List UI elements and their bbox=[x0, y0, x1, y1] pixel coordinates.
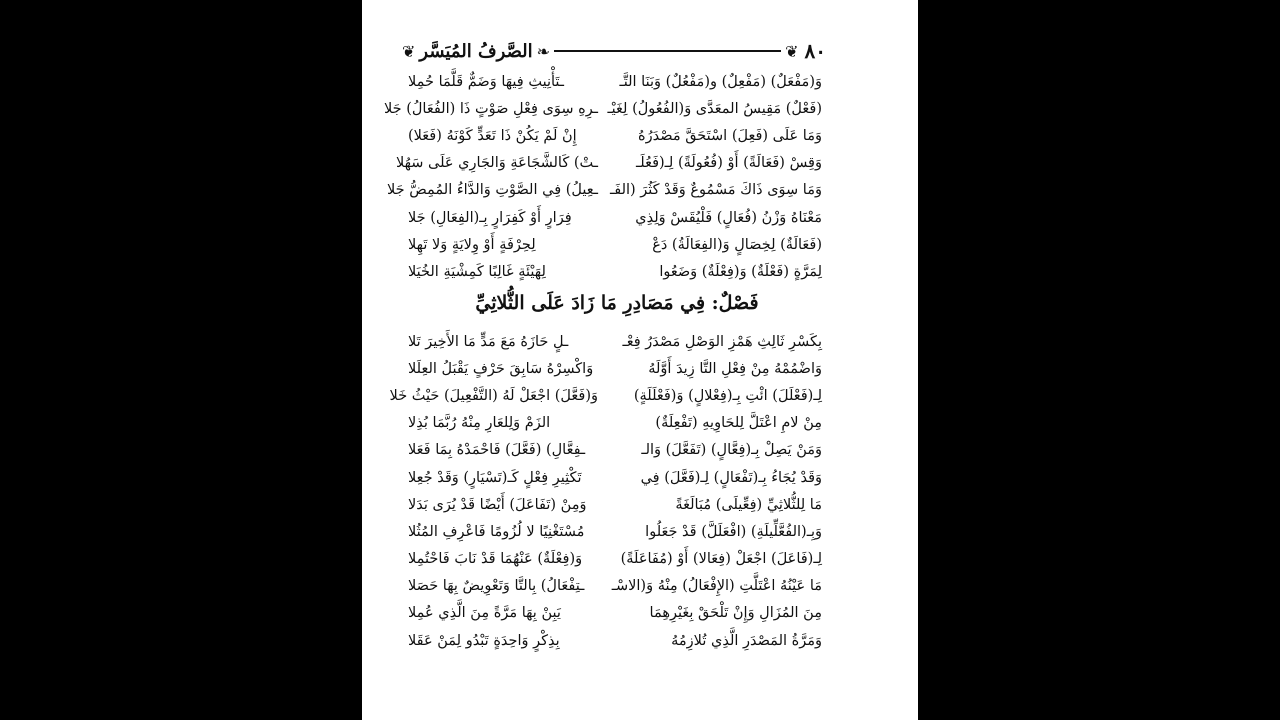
verse-line bbox=[408, 258, 822, 285]
verse-line bbox=[408, 627, 822, 654]
verse-first-hemistich: وَمَا سِوَى ذَاكَ مَسْمُوعٌ وَقَدْ كَثُرَ (الفَـ bbox=[609, 182, 822, 199]
verse-first-hemistich: وَ(مَفْعَلٌ) (مَفْعِلٌ) و(مَفْعُلٌ) وَبَنَا التَّـ bbox=[619, 73, 822, 90]
verse-line bbox=[408, 410, 822, 437]
verse-line bbox=[389, 382, 822, 409]
verse-first-hemistich: وَقِسْ (فَعَالَةً) أَوْ (فُعُولَةً) لِـ(فَعُلَـ bbox=[636, 155, 822, 172]
verse-second-hemistich: إِنْ لَمْ يَكُنْ ذَا تَعَدٍّ كَوْنَهُ (فَعَلا) bbox=[408, 127, 577, 144]
verse-line bbox=[395, 150, 822, 177]
verses-top bbox=[384, 68, 822, 286]
section-title: فَصْلٌ: فِي مَصَادِرِ مَا زَادَ عَلَى الثُّلاثِيِّ bbox=[475, 292, 759, 314]
verse-second-hemistich: فِرَارٍ أَوْ كَفِرَارٍ بِـ(الفِعَالِ) جَلا bbox=[408, 209, 572, 226]
verse-second-hemistich: وَمِنْ (تَفَاعَلَ) أَيْضًا قَدْ يُرَى بَدَلا bbox=[408, 496, 587, 513]
verse-line bbox=[408, 491, 822, 518]
ornament-icon: ❧ bbox=[536, 41, 551, 61]
page-number: ٨٠ bbox=[804, 39, 826, 63]
verse-second-hemistich: لِهَيْئَةٍ غَالِبًا كَمِشْيَةِ الخُيَلا bbox=[408, 263, 546, 280]
verse-line bbox=[408, 518, 822, 545]
verse-second-hemistich: ـتَأْنِيثِ فِيهَا وَضَمٌّ قَلَّمَا حُمِلا bbox=[408, 73, 565, 90]
verse-second-hemistich: وَ(فَعَّلَ) اجْعَلْ لَهُ (التَّفْعِيلَ) حَيْثُ خَلا bbox=[389, 387, 598, 404]
verse-first-hemistich: وَمَنْ يَصِلْ بِـ(فِعَّالٍ) (تَفَعَّلَ) وَالـ bbox=[641, 442, 822, 459]
verse-line bbox=[408, 546, 822, 573]
verse-line bbox=[408, 68, 822, 95]
verse-second-hemistich: ـعِيلُ) فِي الصَّوْتِ وَالدَّاءُ المُمِضُّ جَلا bbox=[387, 182, 598, 199]
verse-first-hemistich: لِمَرَّةٍ (فَعْلَةٌ) وَ(فِعْلَةٌ) وَضَعُوا bbox=[659, 263, 822, 280]
verse-second-hemistich: مُسْتَغْنِيًا لا لُزُومًا فَاعْرِفِ المُثُلا bbox=[408, 523, 585, 540]
verse-line bbox=[408, 464, 822, 491]
verse-second-hemistich: ـتْ) كَالشَّجَاعَةِ وَالجَارِي عَلَى سَهُلا bbox=[395, 155, 598, 172]
ornament-icon: ❦ bbox=[402, 41, 416, 61]
verse-first-hemistich: وَقَدْ يُجَاءُ بِـ(تَفْعَالٍ) لِـ(فَعَّلَ) فِي bbox=[640, 469, 822, 486]
verse-line bbox=[408, 204, 822, 231]
header-rule bbox=[554, 50, 781, 52]
verse-first-hemistich: لِـ(فَعْلَلَ) ائْتِ بِـ(فِعْلالٍ) وَ(فَعْلَلَةٍ) bbox=[633, 387, 822, 404]
verses-bottom bbox=[389, 328, 822, 654]
verse-second-hemistich: ـفِعَّالِ) (فَعَّلَ) فَاحْمَدْهُ بِمَا فَعَلا bbox=[408, 442, 586, 459]
verse-first-hemistich: وَبِـ(الفُعَّلِّيلَةِ) (افْعَلَلَّ) قَدْ جَعَلُوا bbox=[645, 523, 822, 540]
verse-line bbox=[408, 355, 822, 382]
verse-first-hemistich: وَاضْمُمْهُ مِنْ فِعْلِ التَّا زِيدَ أَوَّلَهُ bbox=[648, 360, 822, 377]
verse-first-hemistich: مَا عَيْنُهُ اعْتَلَّتِ (الإِفْعَالُ) مِنْهُ وَ(الاسْـ bbox=[611, 578, 822, 595]
verse-first-hemistich: مِنَ المُزَالِ وَإِنْ تَلْحَقْ بِغَيْرِهِمَا bbox=[649, 605, 822, 622]
verse-first-hemistich: وَمَا عَلَى (فَعِلَ) اسْتَحَقَّ مَصْدَرُهُ bbox=[638, 127, 822, 144]
verse-first-hemistich: بِكَسْرِ ثَالِثِ هَمْزِ الوَصْلِ مَصْدَرُ فِعْـ bbox=[622, 333, 822, 350]
verse-line bbox=[387, 177, 822, 204]
verse-second-hemistich: ـلٍ حَازَهُ مَعَ مَدٍّ مَا الأَخِيرَ تَلا bbox=[408, 333, 569, 350]
verse-second-hemistich: ـرِهِ سِوَى فِعْلِ صَوْتٍ ذَا (الفُعَالُ) جَلا bbox=[384, 100, 598, 117]
verse-line bbox=[384, 95, 822, 122]
verse-line bbox=[408, 600, 822, 627]
verse-line bbox=[408, 122, 822, 149]
verse-first-hemistich: مَعْنَاهُ وَزْنُ (فُعَالٍ) فَلْيُقَسْ وَلِذِي bbox=[635, 209, 822, 226]
verse-line bbox=[408, 231, 822, 258]
verse-first-hemistich: (فَعْلٌ) مَقِيسُ المعَدَّى وَ(الفُعُولُ) لِغَيْـ bbox=[607, 100, 822, 117]
page-header bbox=[402, 38, 826, 64]
book-page bbox=[362, 0, 918, 720]
verse-second-hemistich: وَ(فِعْلَةٌ) عَنْهُمَا قَدْ نَابَ فَاحْتُمِلا bbox=[408, 551, 583, 568]
verse-second-hemistich: وَاكْسِرْهُ سَابِقَ حَرْفٍ يَقْبَلُ العِلَلا bbox=[408, 360, 594, 377]
verse-first-hemistich: وَمَرَّةُ المَصْدَرِ الَّذِي تُلازِمُهُ bbox=[671, 632, 822, 649]
verse-second-hemistich: ـتِفْعَالُ) بِالتَّا وَتَعْوِيضٌ بِهَا حَصَلا bbox=[408, 578, 585, 595]
verse-first-hemistich: لِـ(فَاعَلَ) اجْعَلْ (فِعَالا) أَوْ (مُفَاعَلَةً) bbox=[620, 551, 822, 568]
verse-second-hemistich: لِحِرْفَةٍ أَوْ وِلايَةٍ وَلا تَهِلا bbox=[408, 236, 536, 253]
verse-line bbox=[408, 573, 822, 600]
verse-second-hemistich: تَكْثِيرِ فِعْلٍ كَـ(تَسْيَارٍ) وَقَدْ جُعِلا bbox=[408, 469, 582, 486]
verse-first-hemistich: مَا لِلثُّلاثِيِّ (فِعِّيلَى) مُبَالَغَةً bbox=[675, 496, 822, 513]
verse-second-hemistich: يَبِنْ بِهَا مَرَّةً مِنَ الَّذِي عُمِلا bbox=[408, 605, 561, 622]
verse-second-hemistich: الزَمْ وَلِلعَارِ مِنْهُ رُبَّمَا بُذِلا bbox=[408, 415, 551, 432]
verse-second-hemistich: بِذِكْرٍ وَاحِدَةٍ تَبْدُو لِمَنْ عَقَلا bbox=[408, 632, 560, 649]
book-title: الصَّرفُ المُيَسَّر bbox=[419, 40, 533, 62]
verse-line bbox=[408, 328, 822, 355]
verse-first-hemistich: (فَعَالَةٌ) لِخِصَالٍ وَ(الفِعَالَةُ) دَعْ bbox=[652, 236, 822, 253]
verse-line bbox=[408, 437, 822, 464]
verse-first-hemistich: مِنْ لامِ اعْتَلَّ لِلحَاوِيهِ (تَفْعِلَةٌ) bbox=[655, 415, 822, 432]
ornament-icon: ❦ bbox=[785, 41, 799, 61]
